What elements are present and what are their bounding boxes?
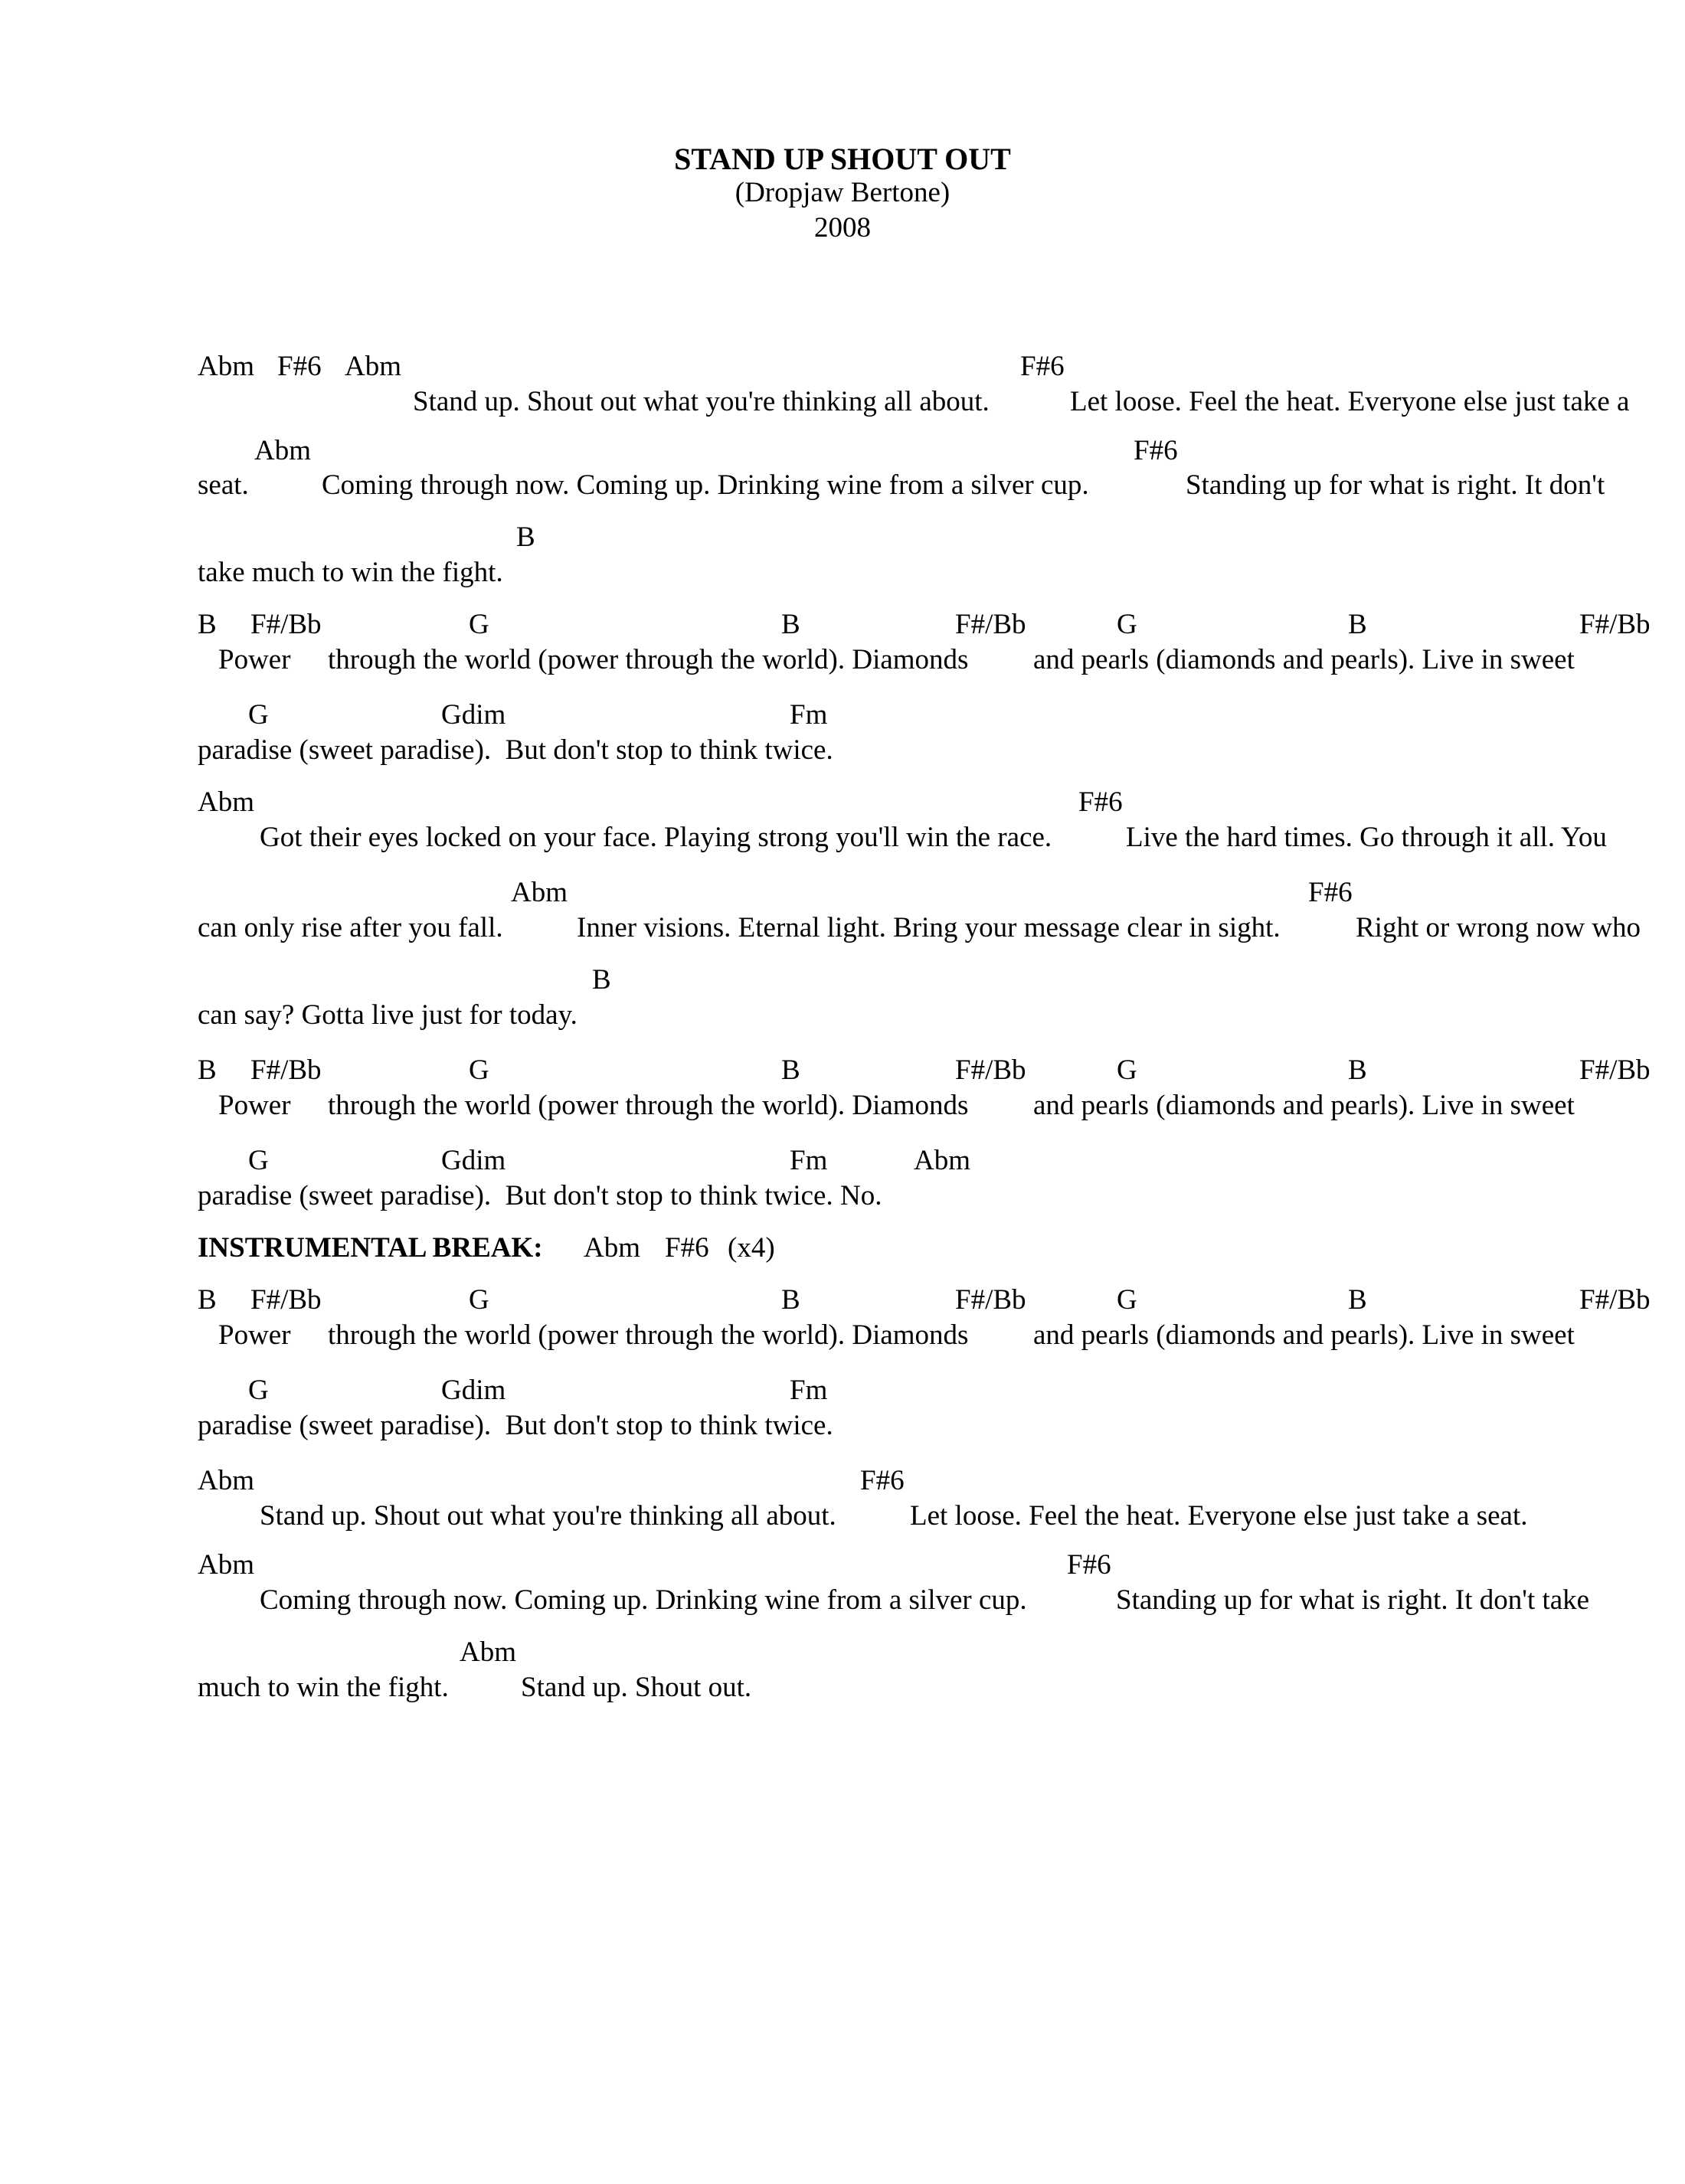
lyric-segment: Power [218, 1090, 291, 1121]
chord: Abm [914, 1145, 970, 1176]
chord: B [198, 1054, 217, 1086]
chord: G [1117, 1054, 1137, 1086]
chord: B [592, 964, 611, 996]
chord: F#/Bb [1579, 609, 1651, 640]
lyric-segment: Inner visions. Eternal light. Bring your message clear in sight. [577, 912, 1281, 943]
lyric-segment: paradise (sweet paradise). But don't stop to think twice. [198, 1410, 833, 1441]
lyric-segment: Stand up. Shout out what you're thinking all about. [413, 386, 990, 417]
lyric-segment: Right or wrong now who [1356, 912, 1641, 943]
lyric-segment: much to win the fight. [198, 1672, 449, 1703]
chord: F#/Bb [955, 1284, 1026, 1316]
chord: G [1117, 609, 1137, 640]
chord: F#/Bb [250, 1054, 322, 1086]
chord: B [516, 521, 535, 553]
song-year: 2008 [814, 212, 871, 244]
chord: F#/Bb [1579, 1284, 1651, 1316]
section-label: INSTRUMENTAL BREAK: [198, 1232, 543, 1264]
lyric-segment: through the world (power through the world). Diamonds [328, 1319, 969, 1351]
chord: F#6 [277, 351, 322, 382]
chord: Gdim [441, 699, 506, 731]
lyric-segment: can only rise after you fall. [198, 912, 503, 943]
chord: F#6 [1078, 786, 1123, 818]
chord: F#6 [1134, 435, 1178, 466]
lyric-segment: Power [218, 1319, 291, 1351]
chord: B [1348, 1284, 1367, 1316]
chord: B [1348, 609, 1367, 640]
chord: B [781, 1054, 800, 1086]
chord: F#/Bb [1579, 1054, 1651, 1086]
chord: Abm [460, 1636, 516, 1668]
chord: Abm [345, 351, 401, 382]
chord: F#6 [860, 1465, 905, 1496]
chord: F#/Bb [955, 609, 1026, 640]
chord: Fm [790, 1375, 828, 1406]
lyric-segment: through the world (power through the world). Diamonds [328, 1090, 969, 1121]
chord: Abm [198, 1549, 254, 1581]
chord: G [248, 1145, 269, 1176]
lyric-segment: and pearls (diamonds and pearls). Live in sweet [1033, 644, 1575, 675]
chord: F#6 [665, 1232, 709, 1264]
chord: Abm [198, 351, 254, 382]
chord: G [248, 699, 269, 731]
chord: F#/Bb [250, 609, 322, 640]
chord: B [781, 1284, 800, 1316]
lyric-segment: through the world (power through the world). Diamonds [328, 644, 969, 675]
lyric-segment: seat. [198, 469, 249, 501]
repeat-count: (x4) [728, 1232, 775, 1264]
chord: B [1348, 1054, 1367, 1086]
chord: Abm [511, 877, 568, 908]
lyric-segment: Power [218, 644, 291, 675]
chord: G [248, 1375, 269, 1406]
chord: G [469, 1284, 489, 1316]
chord: Abm [254, 435, 311, 466]
lyric-segment: Standing up for what is right. It don't take [1116, 1584, 1590, 1616]
chord: Gdim [441, 1145, 506, 1176]
lyric-segment: Let loose. Feel the heat. Everyone else just take a seat. [910, 1500, 1528, 1532]
song-title: STAND UP SHOUT OUT [674, 142, 1011, 176]
chord: Fm [790, 699, 828, 731]
lyric-segment: paradise (sweet paradise). But don't stop to think twice. No. [198, 1180, 882, 1211]
lyric-segment: and pearls (diamonds and pearls). Live in sweet [1033, 1319, 1575, 1351]
chord: F#6 [1308, 877, 1353, 908]
lyric-segment: Stand up. Shout out. [521, 1672, 752, 1703]
chord: Gdim [441, 1375, 506, 1406]
chord: Fm [790, 1145, 828, 1176]
chord: Abm [584, 1232, 640, 1264]
chord: G [1117, 1284, 1137, 1316]
chord: G [469, 609, 489, 640]
chord: B [198, 1284, 217, 1316]
lyric-segment: Coming through now. Coming up. Drinking wine from a silver cup. [322, 469, 1089, 501]
lyric-segment: and pearls (diamonds and pearls). Live in sweet [1033, 1090, 1575, 1121]
lyric-segment: Stand up. Shout out what you're thinking all about. [260, 1500, 836, 1532]
chord: F#/Bb [250, 1284, 322, 1316]
chord: Abm [198, 1465, 254, 1496]
lyric-segment: Let loose. Feel the heat. Everyone else just take a [1070, 386, 1630, 417]
chord: B [198, 609, 217, 640]
lyric-segment: Live the hard times. Go through it all. You [1126, 822, 1607, 853]
song-author: (Dropjaw Bertone) [735, 177, 950, 208]
chord: F#/Bb [955, 1054, 1026, 1086]
lyric-segment: can say? Gotta live just for today. [198, 999, 577, 1031]
lyric-segment: Got their eyes locked on your face. Playing strong you'll win the race. [260, 822, 1052, 853]
chord: Abm [198, 786, 254, 818]
chord: F#6 [1020, 351, 1065, 382]
chord: B [781, 609, 800, 640]
lyric-segment: Coming through now. Coming up. Drinking wine from a silver cup. [260, 1584, 1027, 1616]
lyric-segment: Standing up for what is right. It don't [1186, 469, 1605, 501]
chord: G [469, 1054, 489, 1086]
lyric-segment: take much to win the fight. [198, 557, 503, 588]
lyric-segment: paradise (sweet paradise). But don't stop to think twice. [198, 734, 833, 766]
chord: F#6 [1067, 1549, 1111, 1581]
